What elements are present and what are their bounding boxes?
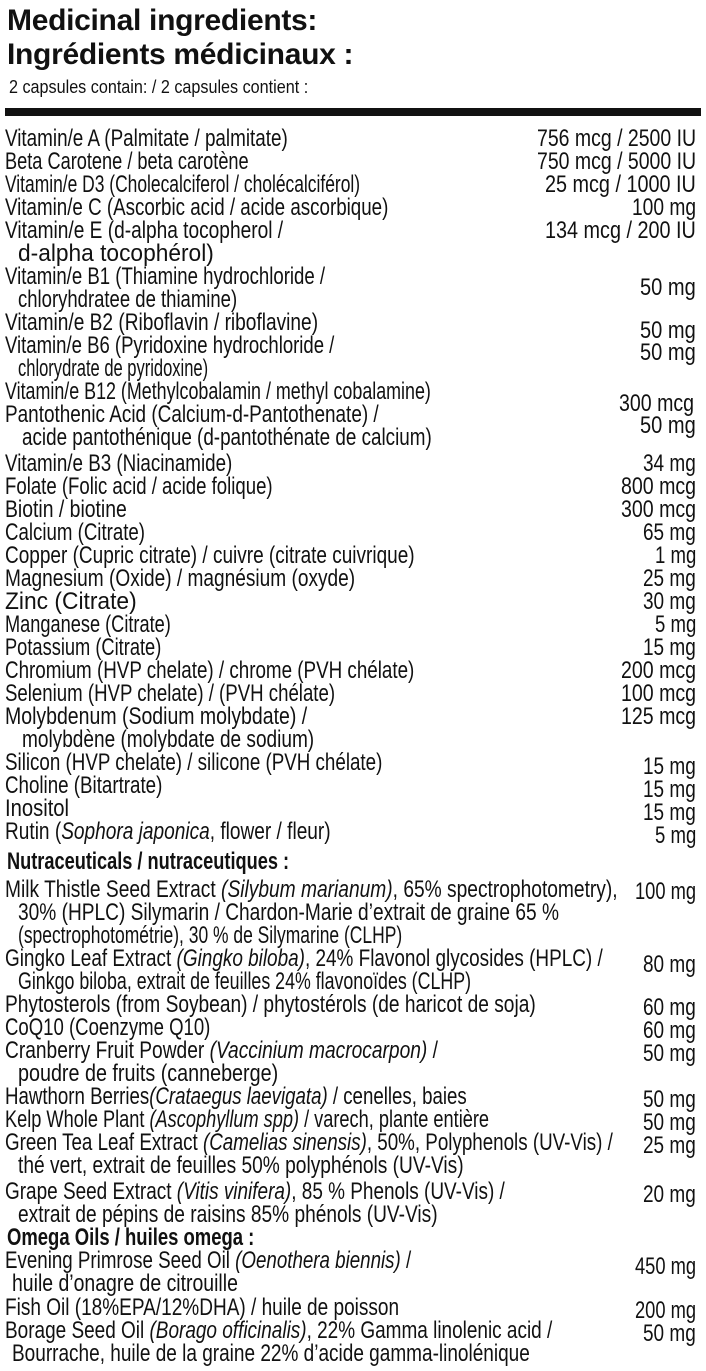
ingredient-amount: 65 mg [643,519,696,546]
ingredient-amount: 800 mcg [621,473,697,500]
ingredient-name: Vitamin/e E (d-alpha tocopherol / [5,217,284,244]
ingredient-name-continued: Bourrache, huile de la graine 22% d’acide gamma-linolénique [12,1340,530,1367]
ingredient-amount: 50 mg [640,274,696,301]
ingredient-name: Zinc (Citrate) [5,588,137,615]
ingredient-name: Evening Primrose Seed Oil (Oenothera biennis) / [5,1247,412,1274]
ingredient-amount: 200 mcg [621,657,697,684]
ingredient-name: Choline (Bitartrate) [5,772,163,799]
ingredient-name: Molybdenum (Sodium molybdate) / [5,703,308,730]
ingredient-amount: 100 mg [632,194,697,221]
ingredient-name: Beta Carotene / beta carotène [5,148,249,175]
ingredient-name-continued: (spectrophotométrie), 30 % de Silymarine (CLHP) [18,922,403,949]
ingredient-amount: 50 mg [643,1040,696,1067]
ingredient-name: CoQ10 (Coenzyme Q10) [5,1014,211,1041]
ingredient-name-continued: poudre de fruits (canneberge) [18,1060,279,1087]
ingredient-name-continued: 30% (HPLC) Silymarin / Chardon-Marie d’extrait de graine 65 % [18,899,559,926]
ingredient-name: Magnesium (Oxide) / magnésium (oxyde) [5,565,356,592]
ingredient-amount: 20 mg [643,1181,696,1208]
ingredient-amount: 1 mg [655,542,697,569]
ingredient-amount: 300 mcg [621,496,697,523]
ingredient-name: Silicon (HVP chelate) / silicone (PVH chélate) [5,749,383,776]
ingredient-amount: 134 mcg / 200 IU [545,217,696,244]
ingredient-amount: 50 mg [643,1109,696,1136]
ingredient-name: Hawthorn Berries(Crataegus laevigata) / cenelles, baies [5,1083,467,1110]
ingredient-name: Potassium (Citrate) [5,634,162,661]
divider-rule [5,108,701,116]
ingredient-name: Folate (Folic acid / acide folique) [5,473,273,500]
ingredient-amount: 25 mcg / 1000 IU [545,171,696,198]
ingredient-name: Pantothenic Acid (Calcium-d-Pantothenate) / [5,401,379,428]
ingredient-name: Vitamin/e B2 (Riboflavin / riboflavine) [5,309,319,336]
ingredient-name: Vitamin/e B1 (Thiamine hydrochloride / [5,263,326,290]
ingredient-name: Kelp Whole Plant (Ascophyllum spp) / varech, plante entière [5,1106,490,1133]
ingredient-amount: 50 mg [643,1086,696,1113]
ingredient-name-continued: huile d’onagre de citrouille [12,1270,238,1297]
ingredient-name-continued: acide pantothénique (d-pantothénate de calcium) [22,424,432,451]
ingredient-name: Gingko Leaf Extract (Gingko biloba), 24% Flavonol glycosides (HPLC) / [5,945,603,972]
section-heading-nutraceuticals: Nutraceuticals / nutraceutiques : [7,848,290,875]
section-heading-omega: Omega Oils / huiles omega : [7,1224,255,1251]
ingredient-name: Fish Oil (18%EPA/12%DHA) / huile de poisson [5,1294,400,1321]
ingredient-name: Green Tea Leaf Extract (Camelias sinensis), 50%, Polyphenols (UV-Vis) / [5,1129,613,1156]
ingredient-name: Manganese (Citrate) [5,611,171,638]
ingredient-amount: 15 mg [643,634,696,661]
ingredient-name: Copper (Cupric citrate) / cuivre (citrate cuivrique) [5,542,415,569]
ingredient-amount: 25 mg [643,1132,696,1159]
ingredient-amount: 80 mg [643,951,696,978]
ingredient-name: Grape Seed Extract (Vitis vinifera), 85 % Phenols (UV-Vis) / [5,1178,505,1205]
ingredient-amount: 50 mg [640,412,696,439]
ingredient-amount: 450 mg [635,1253,697,1280]
heading-en: Medicinal ingredients: [7,4,318,37]
ingredient-amount: 34 mg [643,450,696,477]
ingredient-name: Vitamin/e D3 (Cholecalciferol / cholécalciférol) [5,171,361,198]
ingredient-amount: 15 mg [643,776,696,803]
ingredient-name: Inositol [5,795,70,822]
heading-fr: Ingrédients médicinaux : [7,38,354,71]
serving-size: 2 capsules contain: / 2 capsules contient : [9,77,309,97]
ingredient-amount: 5 mg [655,822,697,849]
ingredient-name: Vitamin/e B12 (Methylcobalamin / methyl cobalamine) [5,378,431,405]
ingredient-amount: 300 mcg [619,390,695,417]
ingredient-name: Phytosterols (from Soybean) / phytostérols (de haricot de soja) [5,991,536,1018]
ingredient-name: Rutin (Sophora japonica, flower / fleur) [5,818,331,845]
ingredient-amount: 5 mg [655,611,697,638]
ingredient-amount: 100 mg [635,878,697,905]
ingredient-amount: 125 mcg [621,703,697,730]
ingredient-name: Borage Seed Oil (Borago officinalis), 22% Gamma linolenic acid / [5,1317,553,1344]
ingredient-name-continued: molybdène (molybdate de sodium) [22,726,315,753]
ingredient-name: Calcium (Citrate) [5,519,146,546]
ingredient-amount: 200 mg [635,1297,697,1324]
ingredient-amount: 15 mg [643,799,696,826]
ingredient-amount: 25 mg [643,565,696,592]
ingredient-name-continued: d-alpha tocophérol) [18,240,214,267]
ingredient-name: Vitamin/e C (Ascorbic acid / acide ascorbique) [5,194,389,221]
ingredient-name: Chromium (HVP chelate) / chrome (PVH chélate) [5,657,415,684]
ingredient-name: Cranberry Fruit Powder (Vaccinium macrocarpon) / [5,1037,438,1064]
ingredient-amount: 100 mcg [621,680,697,707]
ingredient-amount: 756 mcg / 2500 IU [537,125,697,152]
ingredient-amount: 60 mg [643,1017,696,1044]
ingredient-name: Vitamin/e B3 (Niacinamide) [5,450,233,477]
ingredient-name-continued: thé vert, extrait de feuilles 50% polyphénols (UV-Vis) [18,1152,464,1179]
ingredient-amount: 30 mg [643,588,696,615]
ingredient-amount: 50 mg [643,1320,696,1347]
ingredient-amount: 750 mcg / 5000 IU [537,148,697,175]
ingredient-name: Biotin / biotine [5,496,127,523]
ingredient-name-continued: extrait de pépins de raisins 85% phénols (UV-Vis) [18,1201,438,1228]
ingredient-name-continued: chlorydrate de pyridoxine) [18,355,209,382]
ingredient-name: Vitamin/e A (Palmitate / palmitate) [5,125,288,152]
ingredient-amount: 50 mg [640,339,696,366]
ingredient-name-continued: chloryhdratee de thiamine) [18,286,238,313]
ingredient-amount: 60 mg [643,994,696,1021]
ingredient-name: Milk Thistle Seed Extract (Silybum marianum), 65% spectrophotometry), [5,876,618,903]
ingredient-amount: 50 mg [640,317,696,344]
ingredient-name: Selenium (HVP chelate) / (PVH chélate) [5,680,336,707]
ingredient-name: Vitamin/e B6 (Pyridoxine hydrochloride / [5,332,335,359]
ingredient-amount: 15 mg [643,753,696,780]
ingredient-name-continued: Ginkgo biloba, extrait de feuilles 24% flavonoïdes (CLHP) [18,968,471,995]
